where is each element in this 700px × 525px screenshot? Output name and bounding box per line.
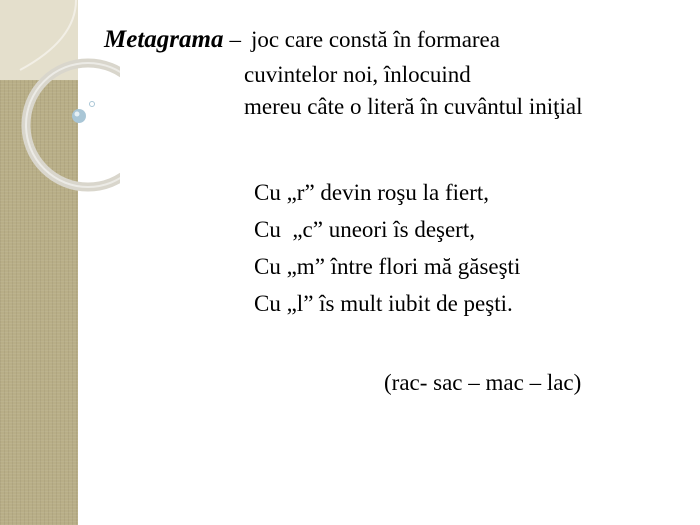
riddle-line: Cu „l” îs mult iubit de peşti.: [254, 291, 513, 316]
title-dash: –: [229, 27, 241, 52]
bead-highlight: [75, 112, 80, 117]
definition-line-3: mereu câte o literă în cuvântul iniţial: [244, 94, 583, 119]
title-term: Metagrama: [104, 26, 224, 53]
definition-line-1: joc care constă în formarea: [250, 27, 500, 52]
decorative-rings-icon: [0, 0, 120, 200]
decorative-arc-icon: [20, 0, 76, 70]
large-ring-icon: [26, 63, 120, 187]
riddle-answer: (rac- sac – mac – lac): [384, 370, 582, 395]
riddle-line: Cu „c” uneori îs deşert,: [254, 217, 475, 242]
riddle-line: Cu „m” între flori mă găseşti: [254, 254, 521, 279]
riddle-verse: [254, 174, 520, 322]
small-bead-icon: [90, 102, 95, 107]
title-line: [104, 26, 500, 54]
riddle-line: Cu „r” devin roşu la fiert,: [254, 180, 490, 205]
definition-line-2: cuvintelor noi, înlocuind: [244, 62, 471, 87]
bead-icon: [72, 109, 86, 123]
